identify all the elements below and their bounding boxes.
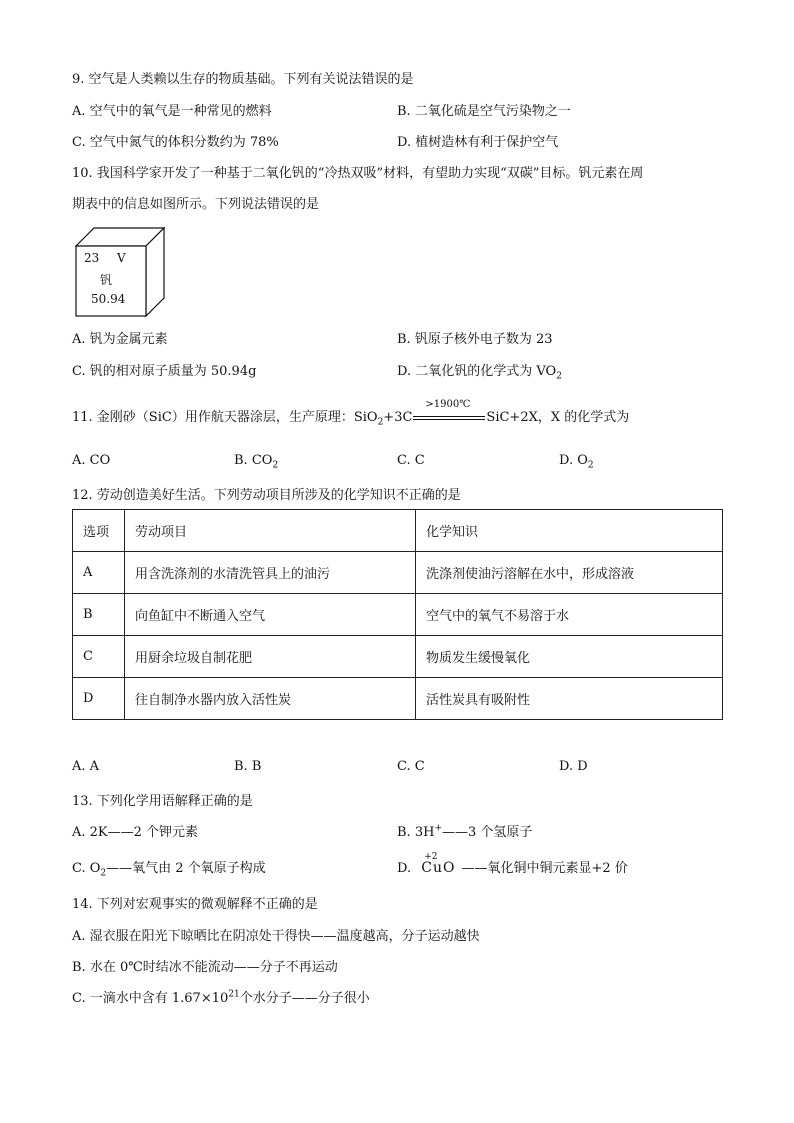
q11-stem-prefix: 11. 金刚砂（SiC）用作航天器涂层，生产原理：	[72, 410, 354, 425]
table-row	[73, 636, 723, 678]
table-cell: D	[73, 678, 125, 720]
q14-option-c: C. 一滴水中含有 $1.67\times 10^{21}$个水分子——分子很小	[72, 989, 370, 1006]
table-cell: 洗涤剂使油污溶解在水中，形成溶液	[416, 552, 723, 594]
element-symbol: V	[117, 251, 126, 265]
table-cell: 物质发生缓慢氧化	[416, 636, 723, 678]
q12-option-c: C. C	[397, 759, 425, 774]
q13-stem: 13. 下列化学用语解释正确的是	[72, 794, 253, 809]
q14-option-a: A. 湿衣服在阳光下晾晒比在阴凉处干得快——温度越高，分子运动越快	[72, 929, 480, 944]
q11-equation-right: SiC+2X	[486, 410, 538, 425]
table-header-cell: 劳动项目	[125, 510, 416, 552]
table-header-row	[73, 510, 723, 552]
table-row	[73, 678, 723, 720]
q9-option-c: C. 空气中氮气的体积分数约为 78%	[72, 135, 279, 150]
q12-option-a: A. A	[72, 759, 100, 774]
q13-option-a: A. 2K——2 个钾元素	[72, 825, 199, 840]
table-cell: 往自制净水器内放入活性炭	[125, 678, 416, 720]
table-header-cell: 化学知识	[416, 510, 723, 552]
table-row	[73, 552, 723, 594]
q11-reaction-condition: >1900℃	[425, 398, 471, 410]
q11-option-d: D. $O_2$	[559, 453, 594, 471]
q11-option-a: A. CO	[72, 453, 111, 468]
element-atomic-mass: 50.94	[91, 292, 126, 306]
q10-option-c: C. 钒的相对原子质量为 50.94g	[72, 364, 257, 379]
valence-label: +2	[424, 852, 438, 862]
q13-option-b: B. 3H+——3 个氢原子	[397, 823, 533, 840]
table-cell: 用厨余垃圾自制花肥	[125, 636, 416, 678]
table-cell: 用含洗涤剂的水清洗管具上的油污	[125, 552, 416, 594]
table-cell: 空气中的氧气不易溶于水	[416, 594, 723, 636]
q14-stem: 14. 下列对宏观事实的微观解释不正确的是	[72, 897, 318, 912]
q10-stem-line2: 期表中的信息如图所示。下列说法错误的是	[72, 197, 320, 212]
q10-stem-line1: 10. 我国科学家开发了一种基于二氧化钒的“冷热双吸”材料，有望助力实现“双碳”目标。钒元素在周	[72, 166, 644, 181]
q10-option-b: B. 钒原子核外电子数为 23	[397, 332, 553, 347]
table-header-cell: 选项	[73, 510, 125, 552]
q12-table	[72, 509, 723, 720]
q10-option-a: A. 钒为金属元素	[72, 332, 168, 347]
q11-stem	[72, 398, 630, 428]
q11-stem-suffix: ，X 的化学式为	[537, 410, 630, 425]
table-cell: A	[73, 552, 125, 594]
element-atomic-number: 23	[84, 251, 100, 265]
q12-stem: 12. 劳动创造美好生活。下列劳动项目所涉及的化学知识不正确的是	[72, 488, 461, 503]
q14-option-b: B. 水在 0℃时结冰不能流动——分子不再运动	[72, 960, 338, 975]
q11-equation-left: SiO$_2$+3C	[353, 410, 413, 428]
table-cell: C	[73, 636, 125, 678]
table-row	[73, 594, 723, 636]
q12-option-d: D. D	[559, 759, 588, 774]
element-name: 钒	[100, 273, 113, 287]
q9-option-d: D. 植树造林有利于保护空气	[397, 135, 559, 150]
q12-option-b: B. B	[234, 759, 262, 774]
table-cell: 活性炭具有吸附性	[416, 678, 723, 720]
q11-equation-arrow	[413, 398, 485, 425]
element-cell-diagram	[75, 227, 165, 317]
q11-equals-sign	[413, 416, 485, 420]
q13-option-c: C. $O_2——$氧气由 2 个氧原子构成	[72, 861, 266, 879]
valence-formula: CuO	[421, 860, 456, 876]
table-cell: 向鱼缸中不断通入空气	[125, 594, 416, 636]
q9-option-a: A. 空气中的氧气是一种常见的燃料	[72, 104, 272, 119]
q9-stem: 9. 空气是人类赖以生存的物质基础。下列有关说法错误的是	[72, 72, 414, 87]
q11-option-b: B. $CO_2$	[234, 453, 279, 471]
q11-option-c: C. C	[397, 453, 425, 468]
table-cell: B	[73, 594, 125, 636]
valence-notation	[421, 852, 456, 876]
q10-option-d: D. 二氧化钒的化学式为 $VO_2$	[397, 364, 562, 382]
q9-option-b: B. 二氧化硫是空气污染物之一	[397, 104, 571, 119]
q13-option-d: D. +2 CuO ——氧化铜中铜元素显+2 价	[397, 852, 628, 876]
